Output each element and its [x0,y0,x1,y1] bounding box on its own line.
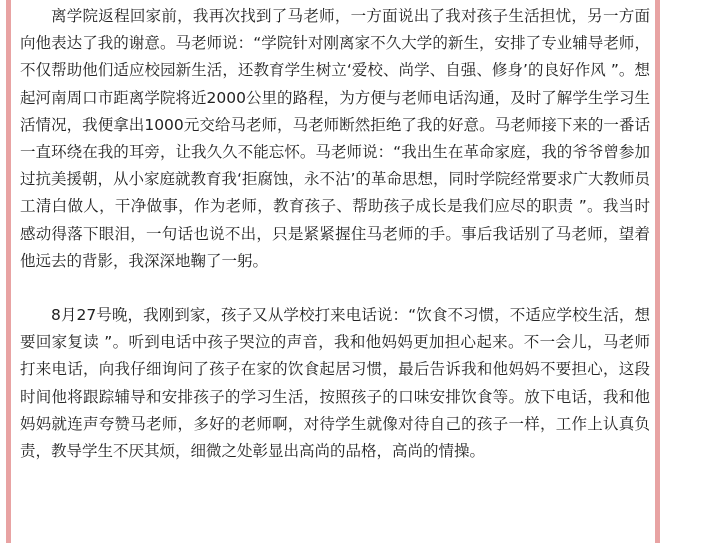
right-border-bar [655,0,660,543]
paragraph-phone-call: 8月27号晚，我刚到家，孩子又从学校打来电话说：“饮食不习惯，不适应学校生活，想要回家复读 ”。听到电话中孩子哭泣的声音，我和他妈妈更加担心起来。不一会儿，马老师打来电话，向我仔细询问了孩子在家的饮食起居习惯，最后告诉我和他妈妈不要担心，这段时间他将跟踪辅导和安排孩子的学习生活，按照孩子的口味安排饮食等。放下电话，我和他妈妈就连声夸赞马老师，多好的老师啊，对待学生就像对待自己的孩子一样，工作上认真负责，教导学生不厌其烦，细微之处彰显出高尚的品格，高尚的情操。 [20,306,650,461]
paragraph-farewell: 离学院返程回家前，我再次找到了马老师，一方面说出了我对孩子生活担忧，另一方面向他表达了我的谢意。马老师说：“学院针对刚离家不久大学的新生，安排了专业辅导老师，不仅帮助他们适应校园新生活，还教育学生树立‘爱校、尚学、自强、修身’的良好作风 ”。想起河南周口市距离学院将近2000公里的路程，为方便与老师电话沟通，及时了解学生学习生活情况，我便拿出1000元交给马老师，马老师断然拒绝了我的好意。马老师接下来的一番话一直环绕在我的耳旁，让我久久不能忘怀。马老师说：“我出生在革命家庭，我的爷爷曾参加过抗美援朝，从小家庭就教育我‘拒腐蚀，永不沾’的革命思想，同时学院经常要求广大教师员工清白做人，干净做事，作为老师，教育孩子、帮助孩子成长是我们应尽的职责 ”。我当时感动得落下眼泪，一句话也说不出，只是紧紧握住马老师的手。事后我话别了马老师，望着他远去的背影，我深深地鞠了一躬。 [20,7,650,270]
left-border-bar [6,0,11,543]
article-body [20,3,650,465]
